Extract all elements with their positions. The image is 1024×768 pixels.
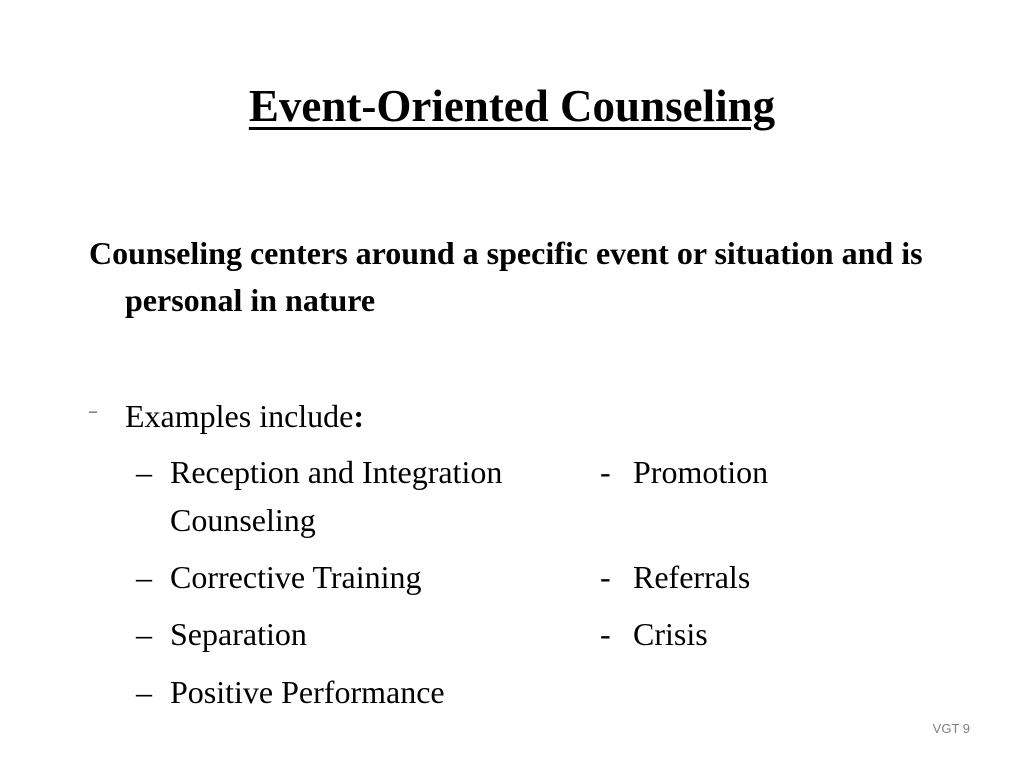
item-right-text: Crisis bbox=[633, 616, 708, 652]
slide-title-text: Event-Oriented Counseling bbox=[248, 81, 776, 131]
item-left-text: Positive Performance bbox=[170, 674, 445, 710]
item-right-dash: - bbox=[600, 616, 611, 652]
item-dash: – bbox=[136, 454, 152, 490]
examples-bullet: – bbox=[89, 403, 97, 420]
slide-title bbox=[0, 76, 1024, 136]
examples-heading bbox=[125, 392, 364, 440]
item-left-text: Separation bbox=[170, 616, 307, 652]
examples-heading-colon: : bbox=[353, 398, 365, 434]
item-right-text: Promotion bbox=[633, 454, 769, 490]
item-right-text: Referrals bbox=[633, 559, 751, 595]
item-left-text: Corrective Training bbox=[170, 559, 422, 595]
item-dash: – bbox=[136, 616, 152, 652]
item-right-dash: - bbox=[600, 454, 611, 490]
slide-footer: VGT 9 bbox=[932, 721, 970, 736]
item-dash: – bbox=[136, 559, 152, 595]
examples-heading-text: Examples include bbox=[125, 398, 354, 434]
item-dash: – bbox=[136, 674, 152, 710]
intro-statement: Counseling centers around a specific event or situation and is personal in nature bbox=[89, 235, 923, 318]
item-right-dash: - bbox=[600, 559, 611, 595]
item-left-text: Reception and Integration Counseling bbox=[170, 454, 503, 538]
